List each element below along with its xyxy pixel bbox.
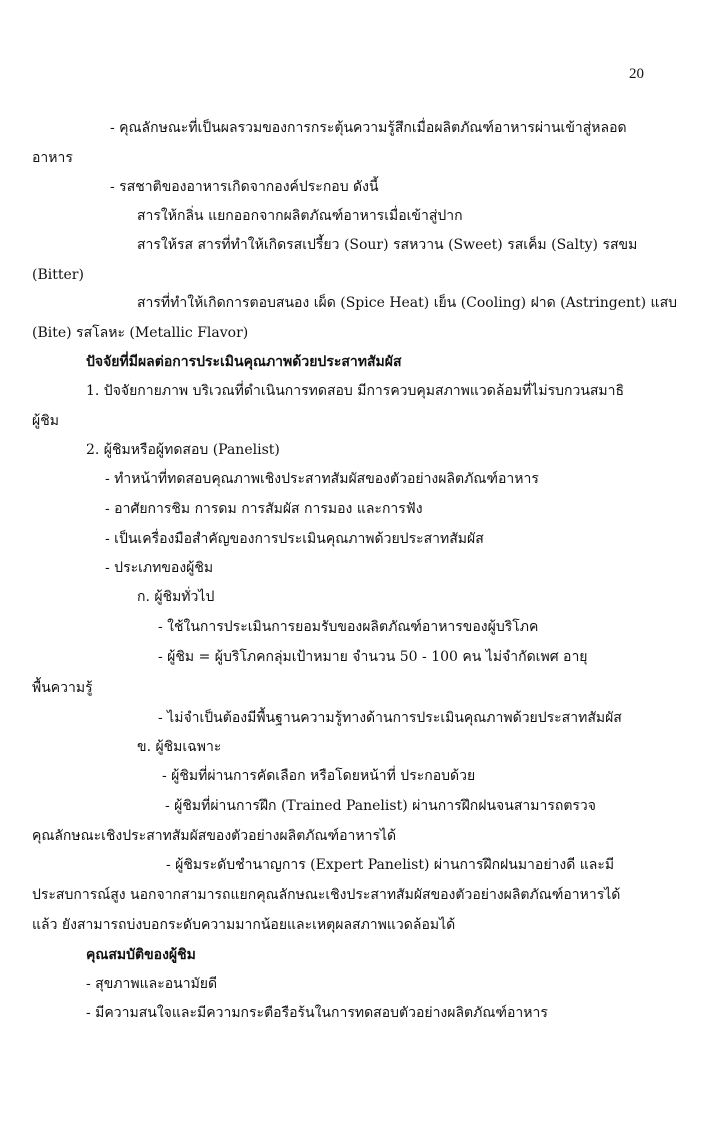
section-heading: คุณสมบัติของผู้ชิม bbox=[86, 947, 196, 963]
list-item: - ผู้ชิม = ผู้บริโภคกลุ่มเป้าหมาย จำนวน 50 - 100 คน ไม่จำกัดเพศ อายุ bbox=[158, 649, 588, 665]
paragraph-line: - รสชาติของอาหารเกิดจากองค์ประกอบ ดังนี้ bbox=[110, 179, 379, 195]
list-item: - ผู้ชิมที่ผ่านการคัดเลือก หรือโดยหน้าที่ ประกอบด้วย bbox=[162, 768, 476, 784]
paragraph-line: - คุณลักษณะที่เป็นผลรวมของการกระตุ้นความรู้สึกเมื่อผลิตภัณฑ์อาหารผ่านเข้าสู่หลอด bbox=[110, 120, 627, 136]
paragraph-line: สารให้รส สารที่ทำให้เกิดรสเปรี้ยว (Sour) รสหวาน (Sweet) รสเค็ม (Salty) รสขม bbox=[137, 237, 638, 253]
list-item: - มีความสนใจและมีความกระตือรือร้นในการทดสอบตัวอย่างผลิตภัณฑ์อาหาร bbox=[86, 1005, 548, 1021]
paragraph-line: 1. ปัจจัยกายภาพ บริเวณที่ดำเนินการทดสอบ มีการควบคุมสภาพแวดล้อมที่ไม่รบกวนสมาธิ bbox=[86, 383, 625, 399]
list-item: - ทำหน้าที่ทดสอบคุณภาพเชิงประสาทสัมผัสของตัวอย่างผลิตภัณฑ์อาหาร bbox=[105, 471, 539, 487]
list-item: - อาศัยการชิม การดม การสัมผัส การมอง และการฟัง bbox=[105, 501, 423, 517]
paragraph-line: (Bitter) bbox=[32, 267, 84, 283]
list-item: - สุขภาพและอนามัยดี bbox=[86, 976, 218, 992]
paragraph-line: ผู้ชิม bbox=[32, 413, 59, 429]
paragraph-line: พื้นความรู้ bbox=[32, 680, 93, 696]
subheading: ข. ผู้ชิมเฉพาะ bbox=[137, 739, 222, 755]
paragraph-line: ประสบการณ์สูง นอกจากสามารถแยกคุณลักษณะเชิงประสาทสัมผัสของตัวอย่างผลิตภัณฑ์อาหารได้ bbox=[32, 887, 621, 903]
list-item: - ผู้ชิมที่ผ่านการฝึก (Trained Panelist) ผ่านการฝึกฝนจนสามารถตรวจ bbox=[165, 798, 596, 814]
page-number: 20 bbox=[629, 66, 644, 82]
paragraph-line: แล้ว ยังสามารถบ่งบอกระดับความมากน้อยและเหตุผลสภาพแวดล้อมได้ bbox=[32, 917, 456, 933]
paragraph-line: 2. ผู้ชิมหรือผู้ทดสอบ (Panelist) bbox=[86, 442, 280, 458]
paragraph-line: สารให้กลิ่น แยกออกจากผลิตภัณฑ์อาหารเมื่อเข้าสู่ปาก bbox=[137, 208, 463, 224]
list-item: - ผู้ชิมระดับชำนาญการ (Expert Panelist) ผ่านการฝึกฝนมาอย่างดี และมี bbox=[166, 857, 615, 873]
paragraph-line: อาหาร bbox=[32, 150, 73, 166]
list-item: - ใช้ในการประเมินการยอมรับของผลิตภัณฑ์อาหารของผู้บริโภค bbox=[158, 619, 539, 635]
section-heading: ปัจจัยที่มีผลต่อการประเมินคุณภาพด้วยประสาทสัมผัส bbox=[86, 354, 402, 370]
paragraph-line: (Bite) รสโลหะ (Metallic Flavor) bbox=[32, 325, 249, 341]
paragraph-line: สารที่ทำให้เกิดการตอบสนอง เผ็ด (Spice Heat) เย็น (Cooling) ฝาด (Astringent) แสบ bbox=[137, 295, 678, 311]
list-item: - เป็นเครื่องมือสำคัญของการประเมินคุณภาพด้วยประสาทสัมผัส bbox=[105, 531, 484, 547]
list-item: - ประเภทของผู้ชิม bbox=[105, 560, 214, 576]
subheading: ก. ผู้ชิมทั่วไป bbox=[137, 589, 215, 605]
list-item: - ไม่จำเป็นต้องมีพื้นฐานความรู้ทางด้านการประเมินคุณภาพด้วยประสาทสัมผัส bbox=[158, 710, 622, 726]
paragraph-line: คุณลักษณะเชิงประสาทสัมผัสของตัวอย่างผลิตภัณฑ์อาหารได้ bbox=[32, 828, 397, 844]
